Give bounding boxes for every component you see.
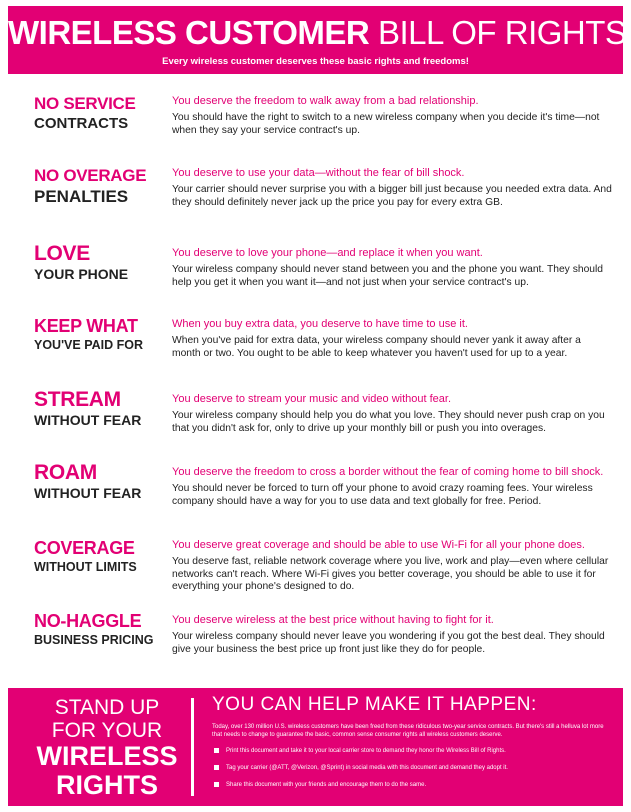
right-text (172, 538, 612, 594)
page-title (8, 14, 627, 51)
right-body: You should never be forced to turn off your phone to avoid crazy roaming fees. Your wireless company should have a way for you to use data and text globally for free. Period. (172, 483, 593, 507)
action-item (212, 781, 612, 789)
right-title (34, 316, 164, 355)
footer-divider (191, 698, 194, 796)
right-body: You deserve fast, reliable network coverage where you live, work and play—even where cellular networks can't reach. Where Wi-Fi gives you better coverage, you should be able to use it for everything your phone's designed to do. (172, 556, 609, 592)
stand-up-block (26, 696, 188, 800)
right-text (172, 465, 612, 508)
right-title-line2: WITHOUT FEAR (34, 485, 142, 501)
footer-banner (8, 688, 623, 806)
right-title (34, 462, 164, 503)
stand-up-line2: FOR YOUR (51, 719, 163, 742)
right-title-line2: PENALTIES (34, 187, 129, 206)
right-body: Your wireless company should never stand between you and the phone you want. They should help you get it when you want it—and not just when your service contract's up. (172, 264, 604, 288)
call-to-action-title: YOU CAN HELP MAKE IT HAPPEN: (212, 694, 537, 715)
title-bold: WIRELESS CUSTOMER (8, 14, 370, 51)
right-heading: You deserve the freedom to cross a border without the fear of coming home to bill shock. (172, 466, 604, 478)
action-item (212, 764, 612, 772)
right-title-line1: COVERAGE (34, 538, 135, 558)
action-item-text: Print this document and take it to your local carrier store to demand they honor the Wireless Bill of Rights. (226, 748, 506, 754)
right-title-line1: NO-HAGGLE (34, 611, 142, 631)
right-title (34, 166, 164, 207)
right-text (172, 166, 612, 209)
right-heading: You deserve to love your phone—and replace it when you want. (172, 247, 483, 259)
right-title (34, 538, 164, 577)
right-title-line1: NO SERVICE (34, 94, 136, 113)
square-bullet-icon (214, 782, 219, 787)
right-title (34, 243, 164, 284)
right-text (172, 613, 612, 656)
right-text (172, 392, 612, 435)
right-body: Your wireless company should help you do what you love. They should never push crap on you that you didn't ask for, only to drive up your monthly bill or push you into overages. (172, 410, 605, 434)
square-bullet-icon (214, 748, 219, 753)
right-body: Your carrier should never surprise you with a bigger bill just because you needed extra data. And they should definitely never jack up the price you pay for every extra GB. (172, 184, 612, 208)
right-heading: You deserve to stream your music and video without fear. (172, 393, 452, 405)
action-item-text: Share this document with your friends and encourage them to do the same. (226, 782, 427, 788)
right-body: Your wireless company should never leave you wondering if you got the best deal. They should give your business the best price up front just like they do for people. (172, 631, 605, 655)
call-to-action-intro: Today, over 130 million U.S. wireless customers have been freed from these ridiculous two-year service contracts. But there's still a helluva lot more that needs to change to guarantee the basic, common sense consumer rights all wireless customers deserve. (212, 724, 604, 738)
right-title-line2: YOUR PHONE (34, 266, 129, 282)
right-title-line1: NO OVERAGE (34, 166, 147, 185)
right-heading: You deserve wireless at the best price without having to fight for it. (172, 614, 494, 626)
right-title-line2: CONTRACTS (34, 115, 129, 132)
right-text (172, 94, 612, 137)
stand-up-line3: WIRELESS (36, 741, 178, 771)
call-to-action-block (212, 694, 612, 798)
right-title (34, 389, 164, 430)
action-item-text: Tag your carrier (@ATT, @Verizon, @Sprint) in social media with this document and demand they adopt it. (226, 765, 508, 771)
right-heading: You deserve the freedom to walk away from a bad relationship. (172, 95, 479, 107)
right-heading: You deserve to use your data—without the fear of bill shock. (172, 167, 465, 179)
action-item (212, 747, 612, 755)
stand-up-line4: RIGHTS (55, 770, 158, 800)
right-title-line1: STREAM (34, 388, 121, 411)
header-banner (8, 6, 627, 74)
title-light: BILL OF RIGHTS (377, 14, 627, 51)
right-title (34, 611, 164, 650)
right-title-line1: LOVE (34, 242, 90, 265)
action-list (212, 747, 612, 789)
right-title-line2: WITHOUT FEAR (34, 412, 142, 428)
right-title-line2: WITHOUT LIMITS (34, 560, 137, 574)
right-title-line1: ROAM (34, 461, 97, 484)
right-title-line2: YOU'VE PAID FOR (34, 338, 144, 352)
right-title-line2: BUSINESS PRICING (34, 633, 154, 647)
right-title-line1: KEEP WHAT (34, 316, 138, 336)
square-bullet-icon (214, 765, 219, 770)
right-title (34, 94, 164, 133)
page-subtitle: Every wireless customer deserves these basic rights and freedoms! (162, 56, 469, 67)
right-heading: When you buy extra data, you deserve to have time to use it. (172, 318, 468, 330)
right-text (172, 317, 612, 360)
right-body: You should have the right to switch to a new wireless company when you decide it's time—not when they say your service contract's up. (172, 112, 600, 136)
right-text (172, 246, 612, 289)
stand-up-line1: STAND UP (54, 696, 160, 719)
right-body: When you've paid for extra data, your wireless company should never yank it away after a month or two. You ought to be able to keep whatever you haven't used for up to a year. (172, 335, 581, 359)
right-heading: You deserve great coverage and should be able to use Wi-Fi for all your phone does. (172, 539, 585, 551)
